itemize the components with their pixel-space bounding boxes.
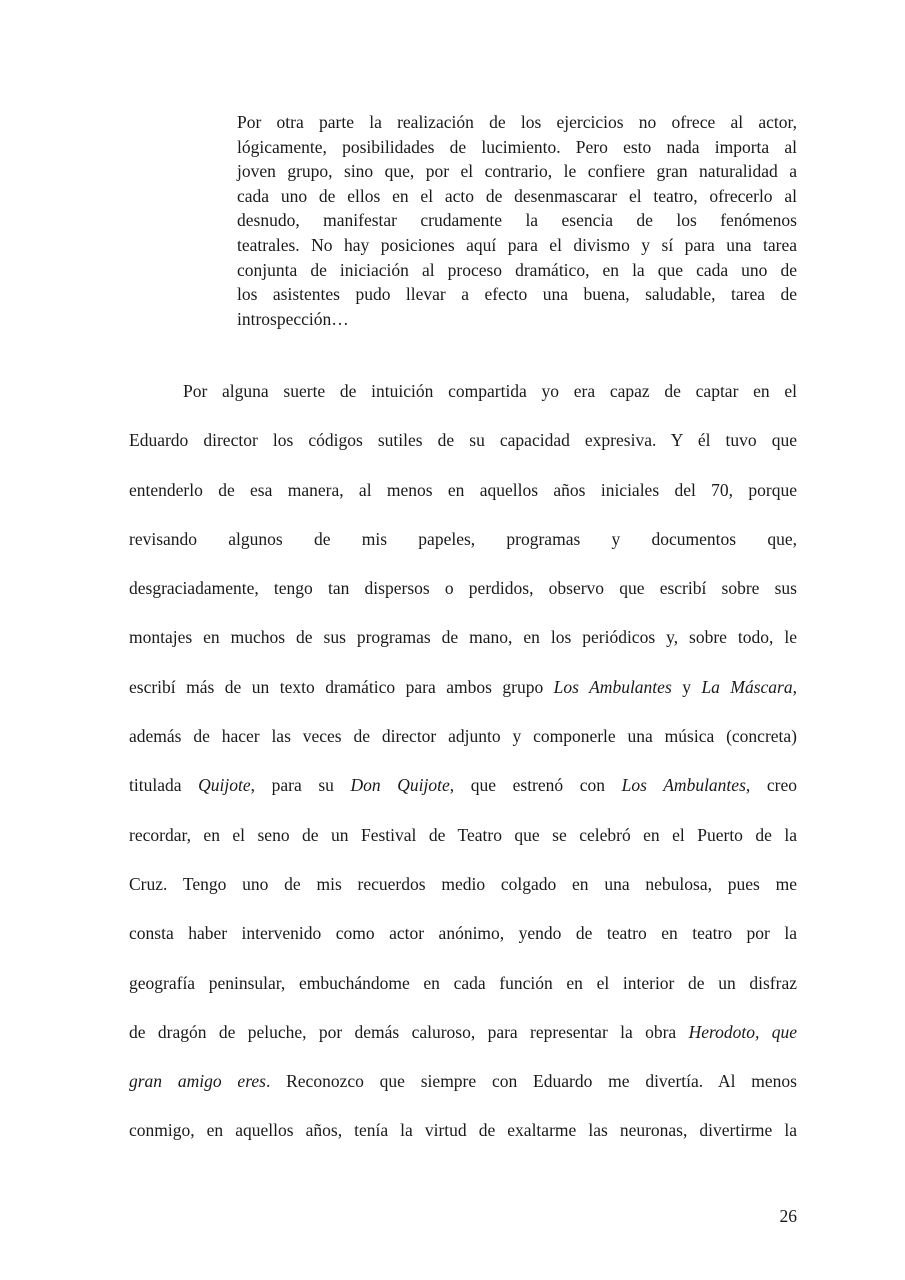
body-line [129, 1066, 797, 1115]
quote-line: los asistentes pudo llevar a efecto una buena, saludable, tarea de [237, 284, 797, 305]
italic-title-quijote: Quijote [198, 775, 251, 796]
body-line: además de hacer las veces de director adjunto y componerle una música (concreta) [129, 726, 797, 747]
quote-line: teatrales. No hay posiciones aquí para el divismo y sí para una tarea [237, 234, 797, 255]
text-run: , que estrenó con [449, 775, 622, 796]
text-run: , para su [250, 775, 351, 796]
italic-title-los-ambulantes: Los Ambulantes [621, 775, 746, 796]
body-line: consta haber intervenido como actor anónimo, yendo de teatro en teatro por la [129, 923, 797, 944]
body-line: recordar, en el seno de un Festival de Teatro que se celebró en el Puerto de la [129, 824, 797, 845]
text-run: , [792, 676, 797, 697]
quote-line: conjunta de iniciación al proceso dramático, en la que cada uno de [237, 259, 797, 280]
text-run: de dragón de peluche, por demás caluroso, para representar la obra [129, 1021, 689, 1042]
body-line: Eduardo director los códigos sutiles de su capacidad expresiva. Y él tuvo que [129, 430, 797, 451]
quote-line: Por otra parte la realización de los ejercicios no ofrece al actor, [237, 112, 797, 132]
text-run: y [671, 676, 702, 697]
text-run: , creo [745, 775, 797, 796]
text-run: . Reconozco que siempre con Eduardo me divertía. Al menos [265, 1071, 797, 1092]
quote-line: cada uno de ellos en el acto de desenmascarar el teatro, ofrecerlo al [237, 185, 797, 206]
quote-line: lógicamente, posibilidades de lucimiento. Pero esto nada importa al [237, 136, 797, 157]
body-line: geografía peninsular, embuchándome en cada función en el interior de un disfraz [129, 972, 797, 993]
italic-title-herodoto-cont: gran amigo eres [129, 1071, 266, 1092]
body-line [129, 672, 797, 721]
body-line: Por alguna suerte de intuición compartida yo era capaz de captar en el [183, 381, 797, 401]
italic-title-herodoto: Herodoto, que [688, 1021, 797, 1042]
text-run: escribí más de un texto dramático para ambos grupo [129, 676, 554, 697]
body-line: montajes en muchos de sus programas de mano, en los periódicos y, sobre todo, le [129, 627, 797, 648]
quote-line: desnudo, manifestar crudamente la esencia de los fenómenos [237, 210, 797, 231]
italic-title-don-quijote: Don Quijote [350, 775, 450, 796]
body-line [129, 770, 797, 819]
quote-line: joven grupo, sino que, por el contrario, le confiere gran naturalidad a [237, 161, 797, 182]
italic-title-la-mascara: La Máscara [701, 676, 793, 697]
body-line: desgraciadamente, tengo tan dispersos o perdidos, observo que escribí sobre sus [129, 578, 797, 599]
body-line: entenderlo de esa manera, al menos en aquellos años iniciales del 70, porque [129, 479, 797, 500]
page-number: 26 [779, 1206, 797, 1226]
body-line: Cruz. Tengo uno de mis recuerdos medio colgado en una nebulosa, pues me [129, 873, 797, 894]
body-line [129, 1017, 797, 1066]
block-quote [237, 110, 797, 331]
quote-line: introspección… [237, 308, 349, 329]
text-run: titulada [129, 775, 199, 796]
body-line: revisando algunos de mis papeles, programas y documentos que, [129, 528, 797, 549]
body-line: conmigo, en aquellos años, tenía la virtud de exaltarme las neuronas, divertirme la [129, 1120, 797, 1141]
body-paragraph [129, 376, 797, 1165]
italic-title-los-ambulantes: Los Ambulantes [553, 676, 672, 697]
